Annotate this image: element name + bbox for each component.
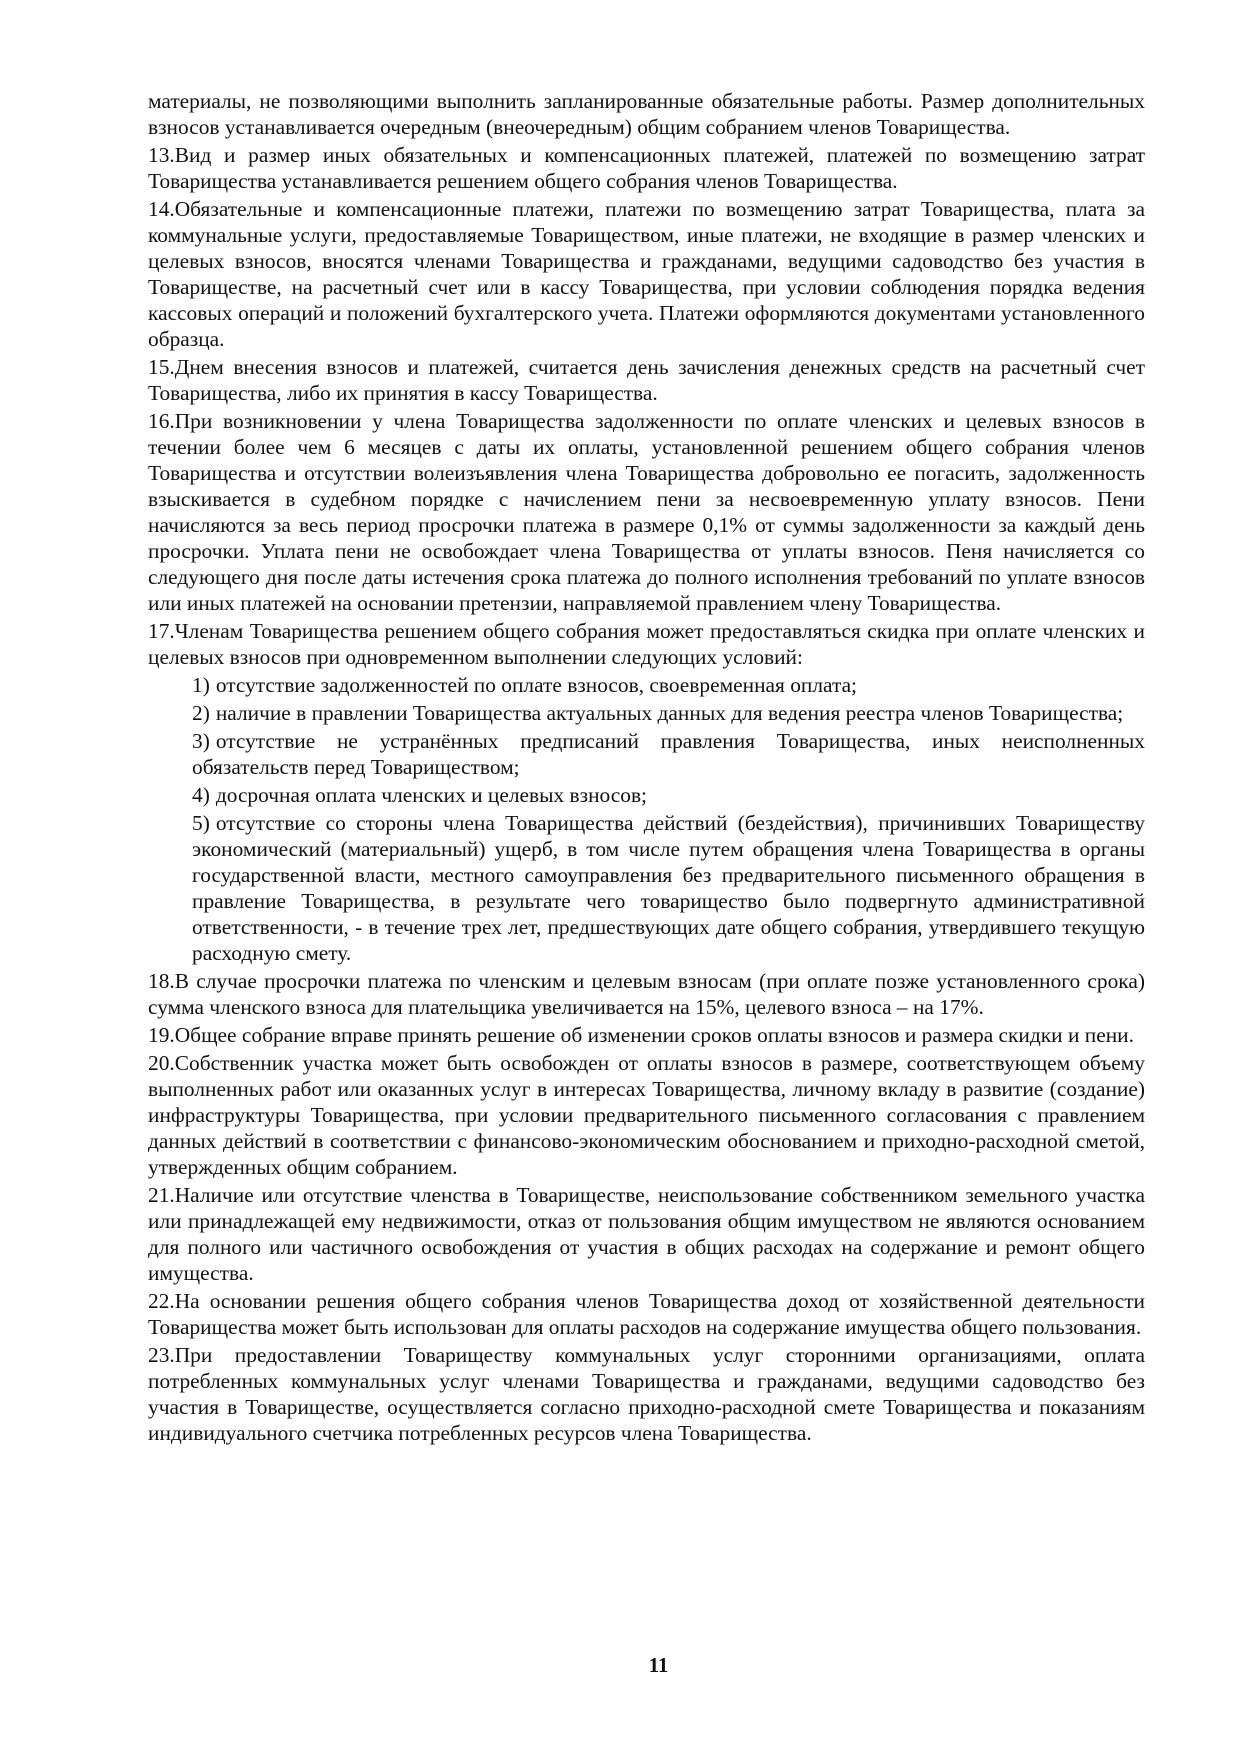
condition-number: 4) — [192, 783, 210, 807]
condition-item-4 — [192, 782, 1145, 808]
condition-item-1 — [192, 672, 1145, 698]
paragraph-23: 23.При предоставлении Товариществу коммунальных услуг сторонними организациями, оплата потребленных коммунальных услуг членами Товарищества и гражданами, ведущими садоводство без участия в Товариществе, осуществляется согласно приходно-расходной смете Товарищества и показаниям индивидуального счетчика потребленных ресурсов члена Товарищества. — [148, 1343, 1145, 1445]
paragraph-18: 18.В случае просрочки платежа по членским и целевым взносам (при оплате позже установленного срока) сумма членского взноса для плательщика увеличивается на 15%, целевого взноса – на 17%. — [148, 969, 1145, 1019]
paragraph-15: 15.Днем внесения взносов и платежей, считается день зачисления денежных средств на расчетный счет Товарищества, либо их принятия в кассу Товарищества. — [148, 355, 1145, 405]
paragraph-21: 21.Наличие или отсутствие членства в Товариществе, неиспользование собственником земельного участка или принадлежащей ему недвижимости, отказ от пользования общим имуществом не являются основанием для полного или частичного освобождения от участия в общих расходах на содержание и ремонт общего имущества. — [148, 1183, 1145, 1285]
condition-number: 1) — [192, 673, 210, 697]
condition-number: 3) — [192, 729, 210, 753]
condition-text: наличие в правлении Товарищества актуальных данных для ведения реестра членов Товарищества; — [215, 701, 1124, 725]
document-page-body — [148, 88, 1145, 1448]
paragraph-14: 14.Обязательные и компенсационные платежи, платежи по возмещению затрат Товарищества, плата за коммунальные услуги, предоставляемые Товариществом, иные платежи, не входящие в размер членских и целевых взносов, вносятся членами Товарищества и гражданами, ведущими садоводство без участия в Товариществе, на расчетный счет или в кассу Товарищества, при условии соблюдения порядка ведения кассовых операций и положений бухгалтерского учета. Платежи оформляются документами установленного образца. — [148, 197, 1145, 351]
condition-number: 2) — [192, 701, 210, 725]
condition-text: отсутствие не устранённых предписаний правления Товарищества, иных неисполненных обязательств перед Товариществом; — [192, 729, 1145, 779]
condition-number: 5) — [192, 811, 210, 835]
paragraph-20: 20.Собственник участка может быть освобожден от оплаты взносов в размере, соответствующем объему выполненных работ или оказанных услуг в интересах Товарищества, личному вкладу в развитие (создание) инфраструктуры Товарищества, при условии предварительного письменного согласования с правлением данных действий в соответствии с финансово-экономическим обоснованием и приходно-расходной сметой, утвержденных общим собранием. — [148, 1051, 1145, 1179]
paragraph-13: 13.Вид и размер иных обязательных и компенсационных платежей, платежей по возмещению затрат Товарищества устанавливается решением общего собрания членов Товарищества. — [148, 143, 1145, 193]
paragraph-17: 17.Членам Товарищества решением общего собрания может предоставляться скидка при оплате членских и целевых взносов при одновременном выполнении следующих условий: — [148, 619, 1145, 669]
condition-item-2 — [192, 700, 1145, 726]
condition-item-3 — [192, 728, 1145, 780]
discount-conditions-list — [148, 672, 1145, 966]
condition-text: досрочная оплата членских и целевых взносов; — [215, 783, 647, 807]
condition-text: отсутствие задолженностей по оплате взносов, своевременная оплата; — [215, 673, 858, 697]
page-number: 11 — [648, 1653, 669, 1677]
paragraph-16: 16.При возникновении у члена Товарищества задолженности по оплате членских и целевых взносов в течении более чем 6 месяцев с даты их оплаты, установленной решением общего собрания членов Товарищества и отсутствии волеизъявления члена Товарищества добровольно ее погасить, задолженность взыскивается в судебном порядке с начислением пени за несвоевременную уплату взносов. Пени начисляются за весь период просрочки платежа в размере 0,1% от суммы задолженности за каждый день просрочки. Уплата пени не освобождает члена Товарищества от уплаты взносов. Пеня начисляется со следующего дня после даты истечения срока платежа до полного исполнения требований по уплате взносов или иных платежей на основании претензии, направляемой правлением члену Товарищества. — [148, 409, 1145, 615]
paragraph-12-continuation: материалы, не позволяющими выполнить запланированные обязательные работы. Размер дополнительных взносов устанавливается очередным (внеочередным) общим собранием членов Товарищества. — [148, 89, 1145, 139]
condition-item-5 — [192, 810, 1145, 966]
paragraph-22: 22.На основании решения общего собрания членов Товарищества доход от хозяйственной деятельности Товарищества может быть использован для оплаты расходов на содержание имущества общего пользования. — [148, 1289, 1145, 1339]
condition-text: отсутствие со стороны члена Товарищества действий (бездействия), причинивших Товариществу экономический (материальный) ущерб, в том числе путем обращения члена Товарищества в органы государственной власти, местного самоуправления без предварительного письменного обращения в правление Товарищества, в результате чего товарищество было подвергнуто административной ответственности, - в течение трех лет, предшествующих дате общего собрания, утвердившего текущую расходную смету. — [192, 811, 1145, 965]
paragraph-19: 19.Общее собрание вправе принять решение об изменении сроков оплаты взносов и размера скидки и пени. — [148, 1023, 1134, 1047]
